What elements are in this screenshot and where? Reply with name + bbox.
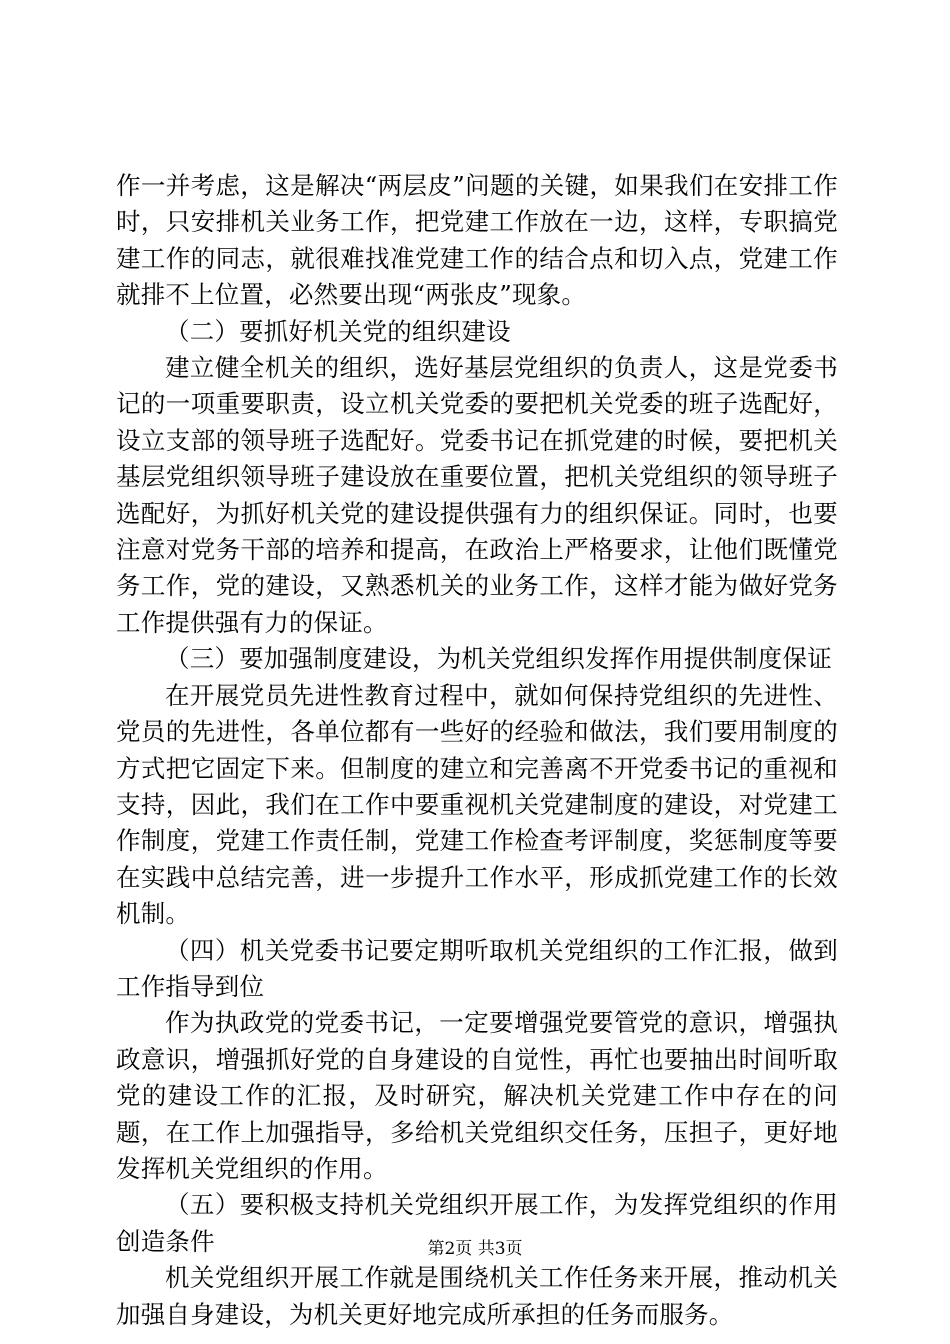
body-paragraph: 作为执政党的党委书记，一定要增强党要管党的意识，增强执政意识，增强抓好党的自身建设的自觉性，再忙也要抽出时间听取党的建设工作的汇报，及时研究，解决机关党建工作中存在的问题，在工作上加强指导，多给机关党组织交任务，压担子，更好地发挥机关党组织的作用。 xyxy=(116,1008,838,1183)
body-paragraph: 建立健全机关的组织，选好基层党组织的负责人，这是党委书记的一项重要职责，设立机关党委的要把机关党委的班子选配好，设立支部的领导班子选配好。党委书记在抓党建的时候，要把机关基层党组织领导班子建设放在重要位置，把机关党组织的领导班子选配好，为抓好机关党的建设提供强有力的组织保证。同时，也要注意对党务干部的培养和提高，在政治上严格要求，让他们既懂党务工作，党的建设，又熟悉机关的业务工作，这样才能为做好党务工作提供强有力的保证。 xyxy=(116,353,838,637)
document-body xyxy=(116,168,838,1333)
body-paragraph-continued: 作一并考虑，这是解决“两层皮”问题的关键，如果我们在安排工作时，只安排机关业务工作，把党建工作放在一边，这样，专职搞党建工作的同志，就很难找准党建工作的结合点和切入点，党建工作就排不上位置，必然要出现“两张皮”现象。 xyxy=(116,171,838,310)
page-number-label: 第2页 共3页 xyxy=(427,1239,523,1259)
section-heading-2: （二）要抓好机关党的组织建设 xyxy=(165,316,511,346)
section-heading-4: （四）机关党委书记要定期听取机关党组织的工作汇报，做到工作指导到位 xyxy=(116,935,838,1001)
body-paragraph: 机关党组织开展工作就是围绕机关工作任务来开展，推动机关加强自身建设，为机关更好地完成所承担的任务而服务。 xyxy=(116,1263,838,1329)
body-paragraph: 在开展党员先进性教育过程中，就如何保持党组织的先进性、党员的先进性，各单位都有一些好的经验和做法，我们要用制度的方式把它固定下来。但制度的建立和完善离不开党委书记的重视和支持，因此，我们在工作中要重视机关党建制度的建设，对党建工作制度，党建工作责任制，党建工作检查考评制度，奖惩制度等要在实践中总结完善，进一步提升工作水平，形成抓党建工作的长效机制。 xyxy=(116,680,838,929)
section-heading-5: （五）要积极支持机关党组织开展工作，为发挥党组织的作用创造条件 xyxy=(116,1190,838,1256)
section-heading-3: （三）要加强制度建设，为机关党组织发挥作用提供制度保证 xyxy=(165,644,832,674)
page-footer xyxy=(0,1238,950,1260)
